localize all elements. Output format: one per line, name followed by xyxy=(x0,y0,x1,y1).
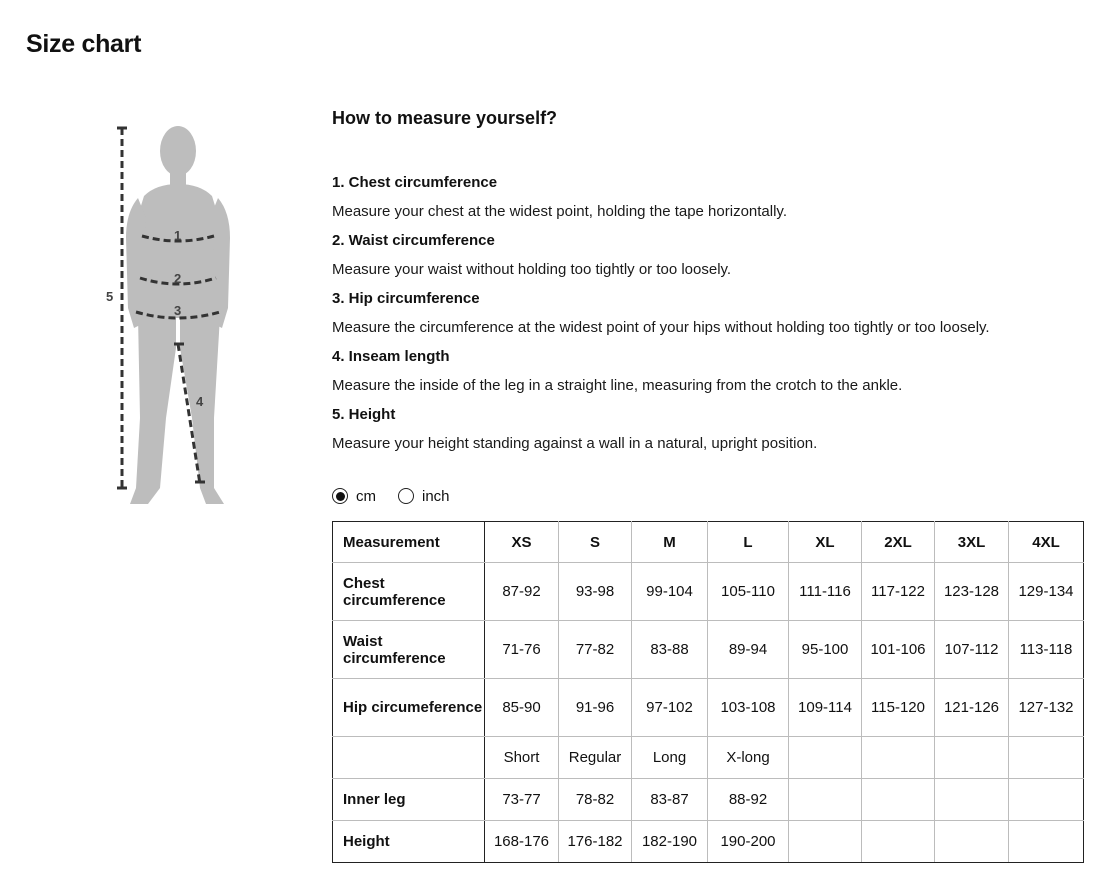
step-heading: 3. Hip circumference xyxy=(332,290,480,307)
header-cell: Measurement xyxy=(333,522,485,563)
step-heading: 5. Height xyxy=(332,406,396,423)
table-cell: Regular xyxy=(559,737,632,779)
size-table xyxy=(332,521,1084,863)
marker-4: 4 xyxy=(196,394,204,409)
table-row xyxy=(333,621,1084,679)
page-title: Size chart xyxy=(26,30,142,58)
table-cell xyxy=(862,737,935,779)
table-cell: 78-82 xyxy=(559,779,632,821)
table-cell: 115-120 xyxy=(862,679,935,737)
unit-selector xyxy=(332,485,472,507)
guide-title: How to measure yourself? xyxy=(332,108,558,128)
table-cell xyxy=(862,821,935,863)
guide-step xyxy=(332,168,1092,226)
table-cell: 71-76 xyxy=(485,621,559,679)
table-cell xyxy=(862,779,935,821)
table-cell: 182-190 xyxy=(632,821,708,863)
marker-1: 1 xyxy=(174,228,182,243)
table-cell xyxy=(789,821,862,863)
human-silhouette-icon xyxy=(96,118,256,518)
guide-step xyxy=(332,226,1092,284)
table-row xyxy=(333,737,1084,779)
step-description: Measure the inside of the leg in a straight line, measuring from the crotch to the ankle. xyxy=(332,377,903,394)
table-cell xyxy=(935,737,1009,779)
header-cell: S xyxy=(559,522,632,563)
table-cell: 93-98 xyxy=(559,563,632,621)
table-row xyxy=(333,679,1084,737)
table-cell xyxy=(1009,779,1084,821)
table-cell: 83-88 xyxy=(632,621,708,679)
table-row xyxy=(333,779,1084,821)
table-cell: Short xyxy=(485,737,559,779)
guide-step xyxy=(332,400,1092,458)
table-cell: 99-104 xyxy=(632,563,708,621)
table-cell: 190-200 xyxy=(708,821,789,863)
table-cell: 121-126 xyxy=(935,679,1009,737)
table-cell: 111-116 xyxy=(789,563,862,621)
table-cell: X-long xyxy=(708,737,789,779)
table-cell: 168-176 xyxy=(485,821,559,863)
row-label: Height xyxy=(333,821,485,863)
marker-5: 5 xyxy=(106,289,114,304)
unit-option-inch[interactable] xyxy=(398,488,450,505)
table-cell: 127-132 xyxy=(1009,679,1084,737)
table-cell: 95-100 xyxy=(789,621,862,679)
step-description: Measure the circumference at the widest point of your hips without holding too tightly or too loosely. xyxy=(332,319,990,336)
row-label: Inner leg xyxy=(333,779,485,821)
table-cell: 101-106 xyxy=(862,621,935,679)
table-cell xyxy=(789,737,862,779)
table-cell: 88-92 xyxy=(708,779,789,821)
table-cell xyxy=(1009,821,1084,863)
marker-3: 3 xyxy=(174,303,182,318)
table-cell: 103-108 xyxy=(708,679,789,737)
marker-2: 2 xyxy=(174,271,182,286)
table-cell: 109-114 xyxy=(789,679,862,737)
table-cell: 89-94 xyxy=(708,621,789,679)
header-cell: XS xyxy=(485,522,559,563)
table-cell: 113-118 xyxy=(1009,621,1084,679)
table-cell xyxy=(935,779,1009,821)
row-label: Chest circumference xyxy=(333,563,485,621)
body-measurement-figure xyxy=(96,118,256,518)
table-cell: 83-87 xyxy=(632,779,708,821)
row-label xyxy=(333,737,485,779)
header-cell: L xyxy=(708,522,789,563)
table-cell: 176-182 xyxy=(559,821,632,863)
table-row xyxy=(333,563,1084,621)
table-cell: 105-110 xyxy=(708,563,789,621)
table-cell: 73-77 xyxy=(485,779,559,821)
table-cell: 97-102 xyxy=(632,679,708,737)
row-label: Waist circumference xyxy=(333,621,485,679)
step-description: Measure your waist without holding too tightly or too loosely. xyxy=(332,261,732,278)
cm-label: cm xyxy=(356,487,376,505)
table-cell: 77-82 xyxy=(559,621,632,679)
radio-selected-dot xyxy=(336,492,345,501)
table-row xyxy=(333,821,1084,863)
table-cell xyxy=(1009,737,1084,779)
table-cell: 85-90 xyxy=(485,679,559,737)
cm-radio[interactable] xyxy=(332,488,348,504)
table-cell: 123-128 xyxy=(935,563,1009,621)
table-cell: 117-122 xyxy=(862,563,935,621)
step-description: Measure your height standing against a wall in a natural, upright position. xyxy=(332,435,818,452)
header-cell: 2XL xyxy=(862,522,935,563)
guide-step xyxy=(332,342,1092,400)
step-description: Measure your chest at the widest point, holding the tape horizontally. xyxy=(332,203,787,220)
step-heading: 4. Inseam length xyxy=(332,348,450,365)
table-cell: 87-92 xyxy=(485,563,559,621)
inch-label: inch xyxy=(422,487,450,505)
header-cell: M xyxy=(632,522,708,563)
step-heading: 1. Chest circumference xyxy=(332,174,498,191)
inch-radio[interactable] xyxy=(398,488,414,504)
table-cell: 107-112 xyxy=(935,621,1009,679)
header-cell: XL xyxy=(789,522,862,563)
step-heading: 2. Waist circumference xyxy=(332,232,495,249)
guide-step xyxy=(332,284,1092,342)
header-cell: 4XL xyxy=(1009,522,1084,563)
unit-option-cm[interactable] xyxy=(332,488,376,505)
table-cell xyxy=(789,779,862,821)
table-header-row xyxy=(333,522,1084,563)
table-cell: Long xyxy=(632,737,708,779)
table-cell: 91-96 xyxy=(559,679,632,737)
table-cell: 129-134 xyxy=(1009,563,1084,621)
row-label: Hip circumeference xyxy=(333,679,485,737)
measurement-guide xyxy=(332,104,1092,458)
table-cell xyxy=(935,821,1009,863)
header-cell: 3XL xyxy=(935,522,1009,563)
